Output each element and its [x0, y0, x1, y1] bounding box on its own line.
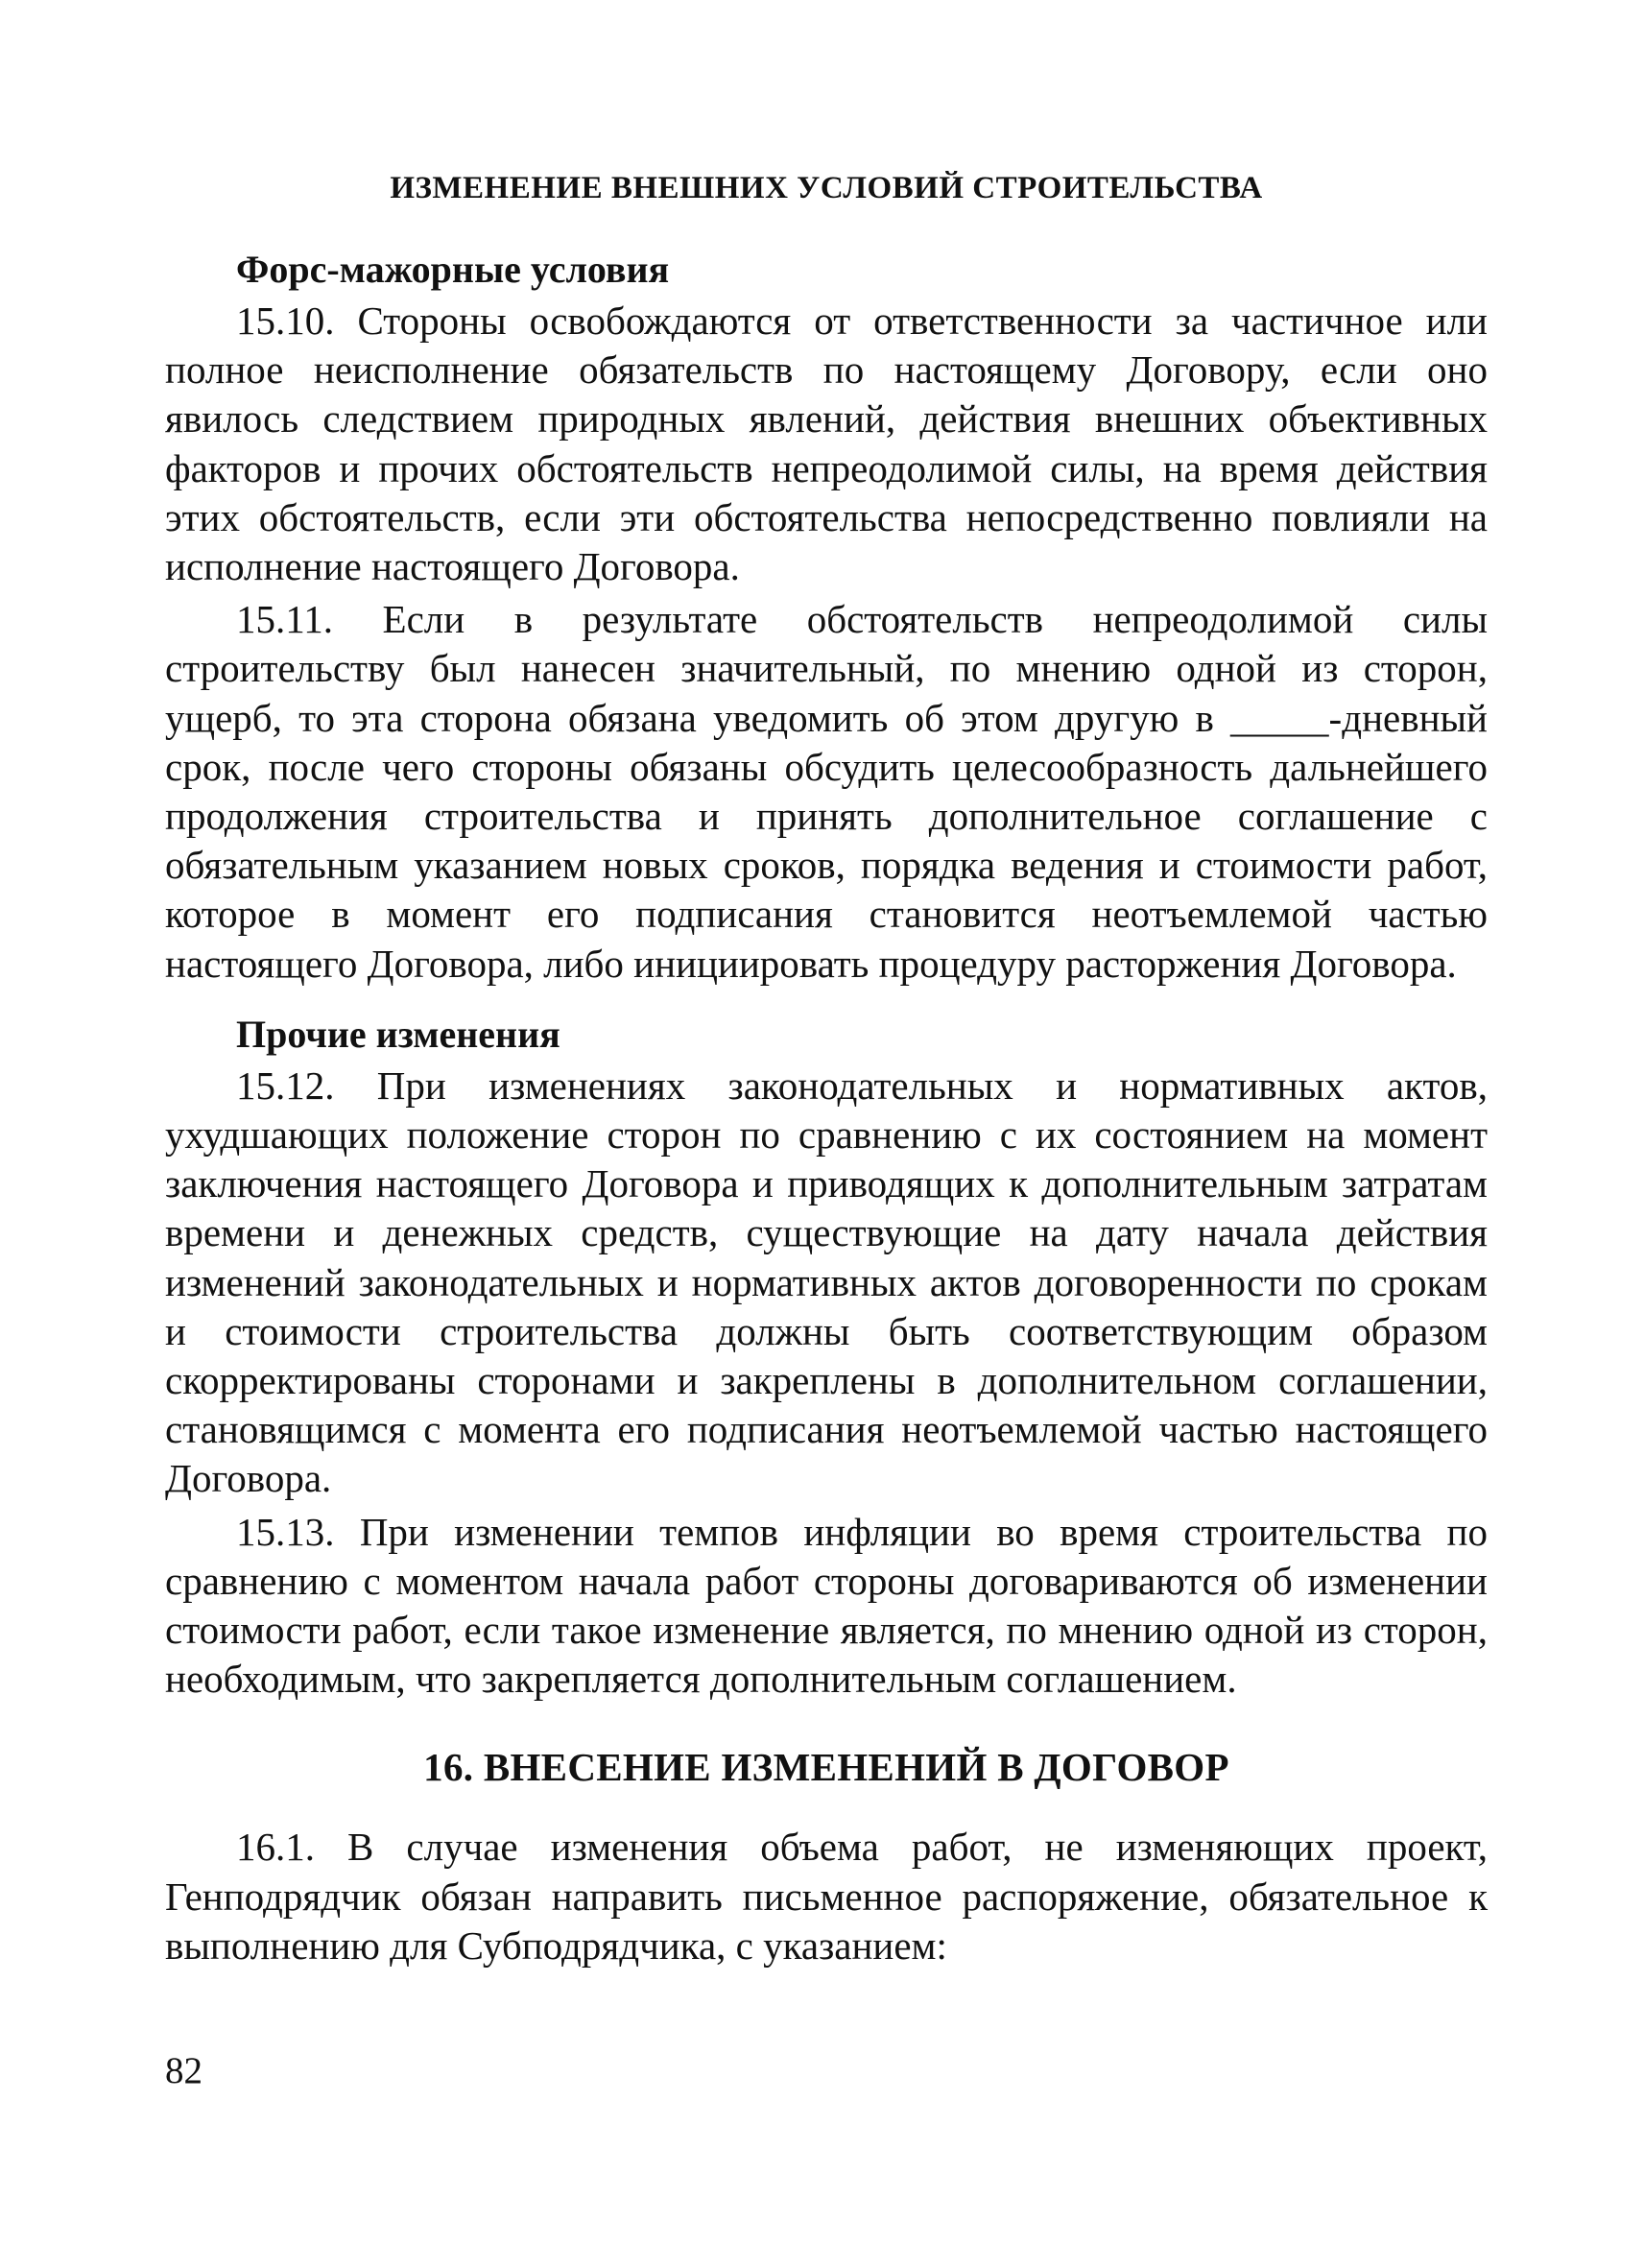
running-header: ИЗМЕНЕНИЕ ВНЕШНИХ УСЛОВИЙ СТРОИТЕЛЬСТВА [390, 171, 1263, 205]
paragraph-15-12: 15.12. При изменениях законодательных и нормативных актов, ухудшающих положение сторон по сравнению с их состоянием на момент заключения настоящего Договора и приводящих к дополнительным затратам времени и денежных средств, существующие на дату начала действия изменений законодательных и нормативных актов договоренности по срокам и стоимости строительства должны быть соответствующим образом скорректированы сторонами и закреплены в дополнительном соглашении, становящимся с момента его подписания неотъемлемой частью настоящего Договора. [165, 1062, 1488, 1501]
subsection-heading-other-changes: Прочие изменения [236, 1012, 560, 1056]
paragraph-16-1: 16.1. В случае изменения объема работ, не изменяющих проект, Генподрядчик обязан направить письменное распоряжение, обязательное к выполнению для Субподрядчика, с указанием: [165, 1825, 1488, 1968]
paragraph-15-10: 15.10. Стороны освобождаются от ответственности за частичное или полное неисполнение обязательств по настоящему Договору, если оно явилось следствием природных явлений, действия внешних объективных факторов и прочих обстоятельств непреодолимой силы, на время действия этих обстоятельств, если эти обстоятельства непосредственно повлияли на исполнение настоящего Договора. [165, 298, 1488, 589]
chapter-title: 16. ВНЕСЕНИЕ ИЗМЕНЕНИЙ В ДОГОВОР [423, 1745, 1229, 1790]
page-number: 82 [165, 2050, 203, 2091]
subsection-heading-force-majeure: Форс-мажорные условия [236, 248, 670, 291]
paragraph-15-13: 15.13. При изменении темпов инфляции во время строительства по сравнению с моментом начала работ стороны договариваются об изменении стоимости работ, если такое изменение является, по мнению одной из сторон, необходимым, что закрепляется дополнительным соглашением. [165, 1509, 1488, 1702]
paragraph-15-11: 15.11. Если в результате обстоятельств непреодолимой силы строительству был нанесен значительный, по мнению одной из сторон, ущерб, то эта сторона обязана уведомить об этом другую в _____-дневный срок, после чего стороны обязаны обсудить целесообразность дальнейшего продолжения строительства и принять дополнительное соглашение с обязательным указанием новых сроков, порядка ведения и стоимости работ, которое в момент его подписания становится неотъемлемой частью настоящего Договора, либо инициировать процедуру расторжения Договора. [165, 597, 1488, 986]
document-page [165, 154, 1488, 1974]
